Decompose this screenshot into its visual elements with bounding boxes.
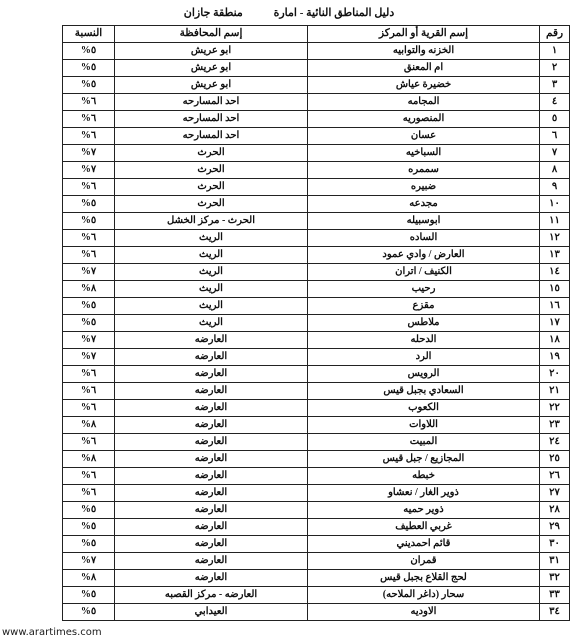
village-name: الرويس bbox=[308, 366, 540, 383]
row-number: ٢٨ bbox=[540, 502, 570, 519]
percentage: %٦ bbox=[63, 485, 115, 502]
table-row bbox=[63, 298, 570, 315]
governorate-name: ابو عريش bbox=[115, 43, 308, 60]
table-row bbox=[63, 315, 570, 332]
governorate-name: احد المسارحه bbox=[115, 94, 308, 111]
governorate-name: العارضه bbox=[115, 570, 308, 587]
table-row bbox=[63, 570, 570, 587]
percentage: %٦ bbox=[63, 468, 115, 485]
row-number: ٣٠ bbox=[540, 536, 570, 553]
row-number: ٣١ bbox=[540, 553, 570, 570]
governorate-name: العارضه bbox=[115, 468, 308, 485]
table-row bbox=[63, 400, 570, 417]
governorate-name: العارضه - مركز القصبه bbox=[115, 587, 308, 604]
row-number: ١٦ bbox=[540, 298, 570, 315]
governorate-name: العارضه bbox=[115, 349, 308, 366]
governorate-name: الريث bbox=[115, 264, 308, 281]
table-row bbox=[63, 230, 570, 247]
percentage: %٥ bbox=[63, 60, 115, 77]
village-name: غربي العطيف bbox=[308, 519, 540, 536]
village-name: قائم احمديني bbox=[308, 536, 540, 553]
village-name: سحار (داغر الملاحه) bbox=[308, 587, 540, 604]
village-name: لحج القلاع بجبل قيس bbox=[308, 570, 540, 587]
village-name: عسان bbox=[308, 128, 540, 145]
percentage: %٦ bbox=[63, 94, 115, 111]
village-name: مجدعه bbox=[308, 196, 540, 213]
village-name: ابوسبيله bbox=[308, 213, 540, 230]
percentage: %٨ bbox=[63, 570, 115, 587]
village-name: سممره bbox=[308, 162, 540, 179]
village-name: ملاطس bbox=[308, 315, 540, 332]
row-number: ١٩ bbox=[540, 349, 570, 366]
table-row bbox=[63, 587, 570, 604]
percentage: %٨ bbox=[63, 451, 115, 468]
village-name: ذوير حميه bbox=[308, 502, 540, 519]
watermark: www.arartimes.com bbox=[2, 627, 102, 638]
row-number: ٨ bbox=[540, 162, 570, 179]
governorate-name: العارضه bbox=[115, 553, 308, 570]
village-name: الساده bbox=[308, 230, 540, 247]
table-body bbox=[63, 43, 570, 621]
percentage: %٦ bbox=[63, 230, 115, 247]
table-row bbox=[63, 128, 570, 145]
table-row bbox=[63, 485, 570, 502]
governorate-name: العارضه bbox=[115, 366, 308, 383]
percentage: %٥ bbox=[63, 536, 115, 553]
row-number: ١٠ bbox=[540, 196, 570, 213]
table-row bbox=[63, 162, 570, 179]
village-name: اللاوات bbox=[308, 417, 540, 434]
table-row bbox=[63, 77, 570, 94]
percentage: %٨ bbox=[63, 417, 115, 434]
table-row bbox=[63, 349, 570, 366]
table-row bbox=[63, 553, 570, 570]
table-row bbox=[63, 332, 570, 349]
governorate-name: العارضه bbox=[115, 536, 308, 553]
table-row bbox=[63, 451, 570, 468]
row-number: ٢ bbox=[540, 60, 570, 77]
percentage: %٥ bbox=[63, 298, 115, 315]
percentage: %٥ bbox=[63, 77, 115, 94]
row-number: ١٨ bbox=[540, 332, 570, 349]
row-number: ٢٣ bbox=[540, 417, 570, 434]
table-row bbox=[63, 519, 570, 536]
percentage: %٧ bbox=[63, 332, 115, 349]
row-number: ٢٧ bbox=[540, 485, 570, 502]
village-name: رحيب bbox=[308, 281, 540, 298]
row-number: ٦ bbox=[540, 128, 570, 145]
governorate-name: الريث bbox=[115, 247, 308, 264]
percentage: %٥ bbox=[63, 587, 115, 604]
governorate-name: العارضه bbox=[115, 417, 308, 434]
village-name: الرد bbox=[308, 349, 540, 366]
row-number: ٢٢ bbox=[540, 400, 570, 417]
village-name: الخزنه والتوابيه bbox=[308, 43, 540, 60]
page-title bbox=[0, 6, 578, 19]
villages-table bbox=[62, 25, 570, 621]
row-number: ١٣ bbox=[540, 247, 570, 264]
row-number: ٢٥ bbox=[540, 451, 570, 468]
header-percent: النسبة bbox=[63, 26, 115, 43]
governorate-name: العارضه bbox=[115, 400, 308, 417]
title-part-2: منطقة جازان bbox=[183, 7, 243, 19]
table-row bbox=[63, 536, 570, 553]
village-name: ذوير الغار / نعشاو bbox=[308, 485, 540, 502]
governorate-name: العارضه bbox=[115, 451, 308, 468]
row-number: ١١ bbox=[540, 213, 570, 230]
governorate-name: الحرث bbox=[115, 179, 308, 196]
village-name: المبيت bbox=[308, 434, 540, 451]
row-number: ٣٢ bbox=[540, 570, 570, 587]
percentage: %٧ bbox=[63, 162, 115, 179]
table-row bbox=[63, 145, 570, 162]
row-number: ٢٦ bbox=[540, 468, 570, 485]
village-name: ام المعنق bbox=[308, 60, 540, 77]
table-row bbox=[63, 60, 570, 77]
table-row bbox=[63, 94, 570, 111]
title-part-1: دليل المناطق النائية - امارة bbox=[273, 7, 395, 19]
percentage: %٥ bbox=[63, 43, 115, 60]
percentage: %٦ bbox=[63, 179, 115, 196]
percentage: %٦ bbox=[63, 111, 115, 128]
village-name: المجازيع / جبل قيس bbox=[308, 451, 540, 468]
percentage: %٨ bbox=[63, 281, 115, 298]
village-name: ضبيره bbox=[308, 179, 540, 196]
percentage: %٦ bbox=[63, 247, 115, 264]
row-number: ٢١ bbox=[540, 383, 570, 400]
row-number: ٢٠ bbox=[540, 366, 570, 383]
governorate-name: الحرث - مركز الخشل bbox=[115, 213, 308, 230]
row-number: ١ bbox=[540, 43, 570, 60]
governorate-name: العارضه bbox=[115, 383, 308, 400]
table-row bbox=[63, 468, 570, 485]
row-number: ٧ bbox=[540, 145, 570, 162]
village-name: المنصوريه bbox=[308, 111, 540, 128]
table-row bbox=[63, 502, 570, 519]
row-number: ٣٣ bbox=[540, 587, 570, 604]
table-row bbox=[63, 417, 570, 434]
village-name: السباخيه bbox=[308, 145, 540, 162]
row-number: ١٥ bbox=[540, 281, 570, 298]
table-row bbox=[63, 43, 570, 60]
governorate-name: احد المسارحه bbox=[115, 111, 308, 128]
governorate-name: الريث bbox=[115, 298, 308, 315]
village-name: الدحله bbox=[308, 332, 540, 349]
governorate-name: الريث bbox=[115, 315, 308, 332]
village-name: المجامه bbox=[308, 94, 540, 111]
village-name: خبطه bbox=[308, 468, 540, 485]
percentage: %٦ bbox=[63, 434, 115, 451]
governorate-name: العارضه bbox=[115, 485, 308, 502]
percentage: %٧ bbox=[63, 264, 115, 281]
header-governorate: إسم المحافظة bbox=[115, 26, 308, 43]
table-row bbox=[63, 281, 570, 298]
village-name: خضيرة عياش bbox=[308, 77, 540, 94]
percentage: %٥ bbox=[63, 519, 115, 536]
percentage: %٦ bbox=[63, 366, 115, 383]
header-num: رقم bbox=[540, 26, 570, 43]
table-row bbox=[63, 247, 570, 264]
percentage: %٥ bbox=[63, 604, 115, 621]
percentage: %٥ bbox=[63, 213, 115, 230]
governorate-name: الريث bbox=[115, 230, 308, 247]
percentage: %٧ bbox=[63, 349, 115, 366]
village-name: الكعوب bbox=[308, 400, 540, 417]
governorate-name: العارضه bbox=[115, 434, 308, 451]
governorate-name: الريث bbox=[115, 281, 308, 298]
village-name: الاوديه bbox=[308, 604, 540, 621]
percentage: %٥ bbox=[63, 315, 115, 332]
percentage: %٧ bbox=[63, 145, 115, 162]
table-row bbox=[63, 366, 570, 383]
governorate-name: الحرث bbox=[115, 162, 308, 179]
percentage: %٥ bbox=[63, 196, 115, 213]
village-name: الكنيف / اتران bbox=[308, 264, 540, 281]
row-number: ٢٩ bbox=[540, 519, 570, 536]
table-row bbox=[63, 196, 570, 213]
table-row bbox=[63, 383, 570, 400]
table-row bbox=[63, 179, 570, 196]
governorate-name: العيدابي bbox=[115, 604, 308, 621]
governorate-name: العارضه bbox=[115, 502, 308, 519]
table-row bbox=[63, 264, 570, 281]
header-row bbox=[63, 26, 570, 43]
governorate-name: العارضه bbox=[115, 332, 308, 349]
table-row bbox=[63, 111, 570, 128]
governorate-name: الحرث bbox=[115, 145, 308, 162]
row-number: ٣ bbox=[540, 77, 570, 94]
governorate-name: الحرث bbox=[115, 196, 308, 213]
village-name: مقزع bbox=[308, 298, 540, 315]
row-number: ٢٤ bbox=[540, 434, 570, 451]
row-number: ١٧ bbox=[540, 315, 570, 332]
governorate-name: العارضه bbox=[115, 519, 308, 536]
table-row bbox=[63, 604, 570, 621]
governorate-name: ابو عريش bbox=[115, 77, 308, 94]
row-number: ٣٤ bbox=[540, 604, 570, 621]
table-row bbox=[63, 434, 570, 451]
header-village: إسم القرية أو المركز bbox=[308, 26, 540, 43]
percentage: %٦ bbox=[63, 128, 115, 145]
row-number: ٤ bbox=[540, 94, 570, 111]
percentage: %٥ bbox=[63, 502, 115, 519]
percentage: %٦ bbox=[63, 383, 115, 400]
row-number: ١٢ bbox=[540, 230, 570, 247]
village-name: قمران bbox=[308, 553, 540, 570]
village-name: السعادي بجبل قيس bbox=[308, 383, 540, 400]
table-row bbox=[63, 213, 570, 230]
row-number: ١٤ bbox=[540, 264, 570, 281]
row-number: ٥ bbox=[540, 111, 570, 128]
governorate-name: ابو عريش bbox=[115, 60, 308, 77]
row-number: ٩ bbox=[540, 179, 570, 196]
governorate-name: احد المسارحه bbox=[115, 128, 308, 145]
village-name: العارض / وادي عمود bbox=[308, 247, 540, 264]
percentage: %٦ bbox=[63, 400, 115, 417]
percentage: %٧ bbox=[63, 553, 115, 570]
